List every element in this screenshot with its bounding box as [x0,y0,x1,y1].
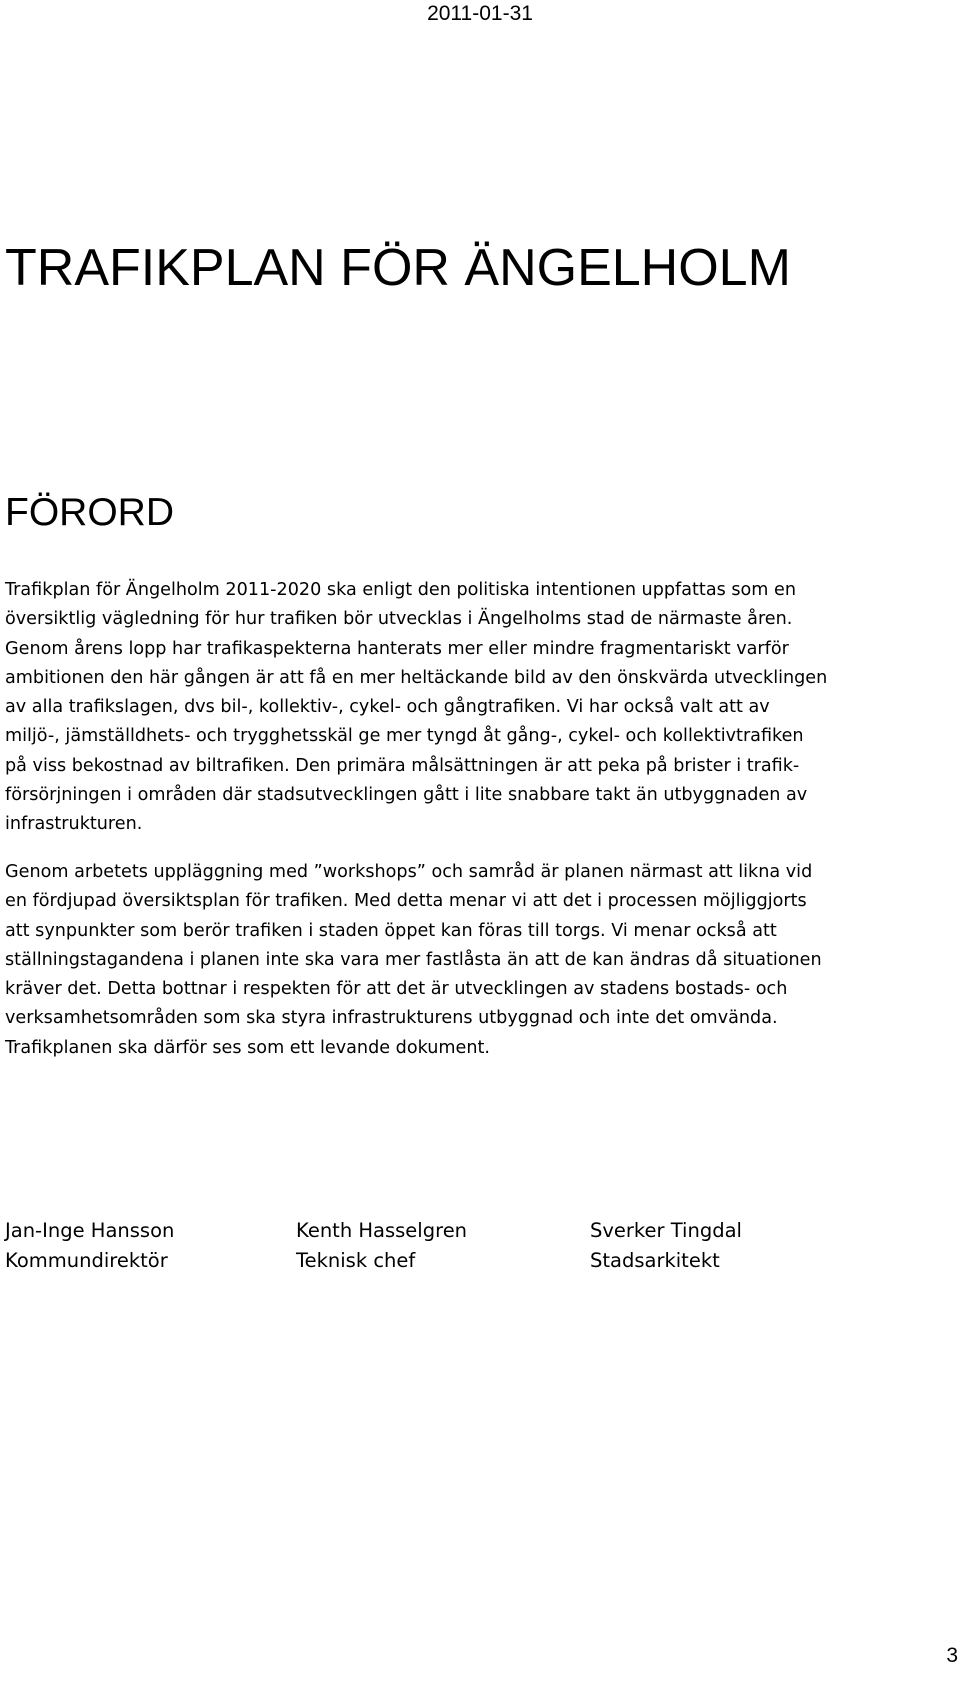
text-line: ambitionen den här gången är att få en mer heltäckande bild av den önskvärda utvecklingen [5,667,828,688]
signatory [590,1216,742,1276]
text-line: Trafikplanen ska därför ses som ett levande dokument. [5,1037,490,1058]
signatory [5,1216,174,1276]
header-date: 2011-01-31 [427,2,533,25]
text-line: miljö-, jämställdhets- och trygghetsskäl ge mer tyngd åt gång-, cykel- och kollektivtrafiken [5,726,804,747]
text-line: en fördjupad översiktsplan för trafiken. Med detta menar vi att det i processen möjliggjorts [5,891,807,912]
section-heading: FÖRORD [5,491,174,534]
text-line: Trafikplan för Ängelholm 2011-2020 ska enligt den politiska intentionen uppfattas som en [5,580,796,600]
text-line: verksamhetsområden som ska styra infrastrukturens utbyggnad och inte det omvända. [5,1008,778,1029]
signatory-name: Kenth Hasselgren [296,1219,468,1242]
text-line: infrastrukturen. [5,814,143,835]
signatory-role: Stadsarkitekt [590,1249,720,1272]
document-title: TRAFIKPLAN FÖR ÄNGELHOLM [5,239,791,297]
text-line: kräver det. Detta bottnar i respekten för att det är utvecklingen av stadens bostads- och [5,979,788,1000]
paragraph-process [5,858,960,1063]
paragraph-intro [5,576,960,840]
text-line: Genom årens lopp har trafikaspekterna hanterats mer eller mindre fragmentariskt varför [5,638,789,659]
signatory-role: Kommundirektör [5,1249,168,1272]
text-line: översiktlig vägledning för hur trafiken bör utvecklas i Ängelholms stad de närmaste åren. [5,609,793,630]
signatory-name: Sverker Tingdal [590,1219,742,1242]
text-line: försörjningen i områden där stadsutvecklingen gått i lite snabbare takt än utbyggnaden av [5,785,808,806]
text-line: ställningstagandena i planen inte ska vara mer fastlåsta än att de kan ändras då situationen [5,949,822,970]
text-line: på viss bekostnad av biltrafiken. Den primära målsättningen är att peka på brister i trafik- [5,755,800,776]
signature-block [5,1216,955,1278]
signatory-role: Teknisk chef [296,1249,416,1272]
signatory-name: Jan-Inge Hansson [5,1219,175,1242]
text-line: Genom arbetets uppläggning med ”workshops” och samråd är planen närmast att likna vid [5,862,813,882]
text-line: att synpunkter som berör trafiken i staden öppet kan föras till torgs. Vi menar också att [5,920,777,941]
page-number: 3 [946,1644,958,1667]
signatory [296,1216,467,1276]
text-line: av alla trafikslagen, dvs bil-, kollektiv-, cykel- och gångtrafiken. Vi har också valt att av [5,697,770,718]
